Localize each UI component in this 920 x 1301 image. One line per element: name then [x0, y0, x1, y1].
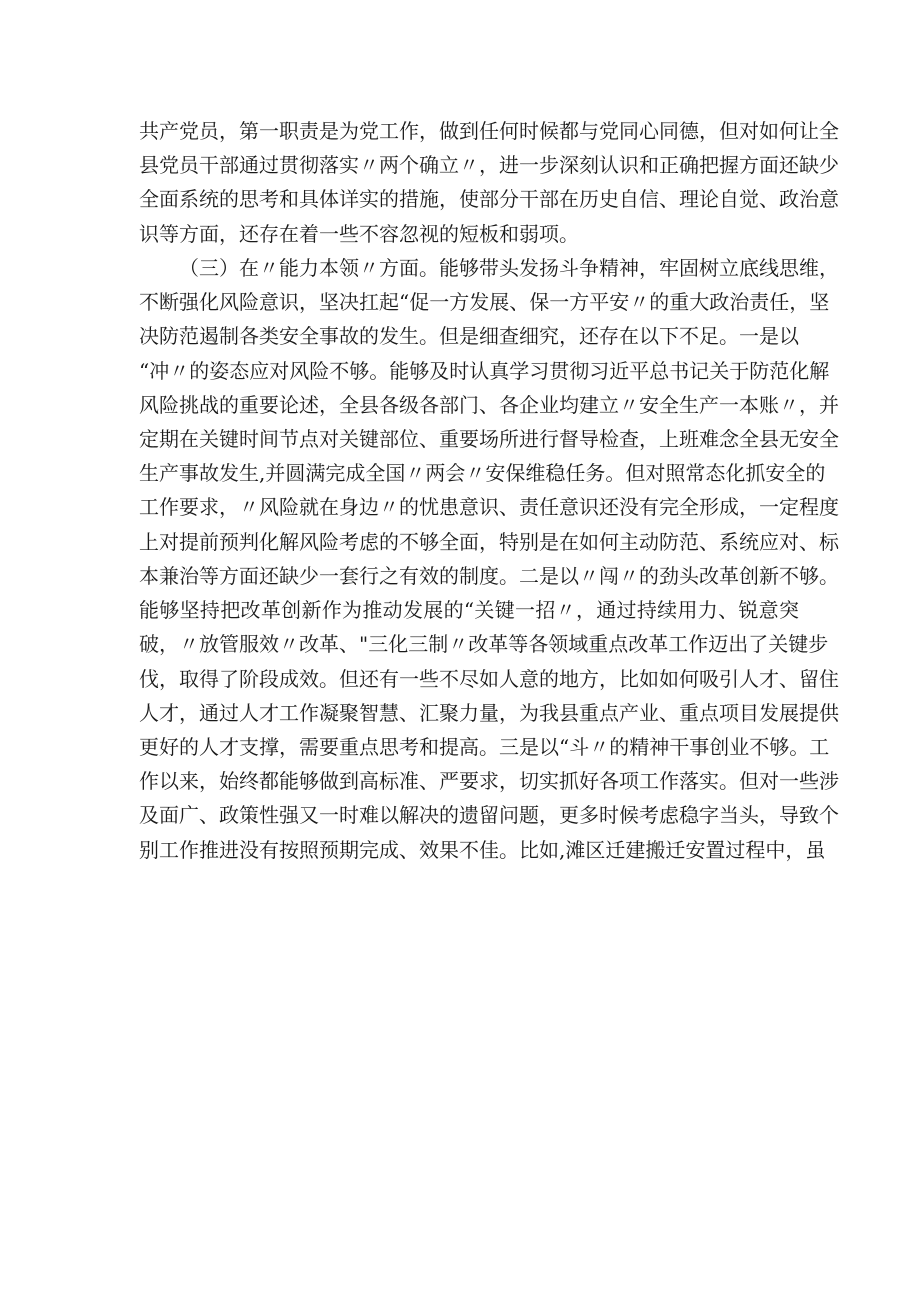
text-line: 伐，取得了阶段成效。但还有一些不尽如人意的地方，比如如何吸引人才、留住	[139, 666, 839, 691]
text-line: 及面广、政策性强又一时难以解决的遗留问题，更多时候考虑稳字当头，导致个	[139, 803, 839, 828]
text-line: 更好的人才支撑，需要重点思考和提高。三是以“斗〃的精神干事创业不够。工	[139, 734, 830, 759]
text-line: 工作要求，〃风险就在身边〃的忧患意识、责任意识还没有完全形成，一定程度	[139, 495, 839, 520]
text-line: 上对提前预判化解风险考虑的不够全面，特别是在如何主动防范、系统应对、标	[139, 529, 839, 554]
text-line: 生产事故发生,并圆满完成全国〃两会〃安保维稳任务。但对照常态化抓安全的	[139, 461, 826, 486]
text-line: 作以来，始终都能够做到高标准、严要求，切实抓好各项工作落实。但对一些涉	[139, 769, 839, 794]
text-line: 共产党员，第一职责是为党工作，做到任何时候都与党同心同德，但对如何让全	[139, 119, 839, 143]
text-line: 本兼治等方面还缺少一套行之有效的制度。二是以〃闯〃的劲头改革创新不够。	[139, 563, 839, 588]
text-line: 别工作推进没有按照预期完成、效果不佳。比如,滩区迁建搬迁安置过程中，虽	[139, 837, 826, 862]
text-line: 破，〃放管服效〃改革、"三化三制〃改革等各领域重点改革工作迈出了关键步	[139, 632, 829, 657]
text-line: 风险挑战的重要论述，全县各级各部门、各企业均建立〃安全生产一本账〃，并	[139, 392, 839, 417]
text-line: “冲〃的姿态应对风险不够。能够及时认真学习贯彻习近平总书记关于防范化解	[139, 358, 830, 383]
document-body	[139, 114, 839, 867]
text-line: 定期在关键时间节点对关键部位、重要场所进行督导检查，上班难念全县无安全	[139, 426, 839, 451]
text-line: 县党员干部通过贯彻落实〃两个确立〃，进一步深刻认识和正确把握方面还缺少	[139, 153, 839, 178]
text-line: 能够坚持把改革创新作为推动发展的“关键一招〃，通过持续用力、锐意突	[139, 598, 799, 623]
paragraph-heading-line: （三）在〃能力本领〃方面。能够带头发扬斗争精神，牢固树立底线思维，	[179, 255, 839, 280]
text-line: 决防范遏制各类安全事故的发生。但是细查细究，还存在以下不足。一是以	[139, 324, 799, 349]
text-line: 识等方面，还存在着一些不容忽视的短板和弱项。	[139, 221, 579, 246]
text-line: 全面系统的思考和具体详实的措施，使部分干部在历史自信、理论自觉、政治意	[139, 187, 839, 212]
text-line: 不断强化风险意识，坚决扛起“促一方发展、保一方平安〃的重大政治责任，坚	[139, 290, 830, 315]
text-line: 人才，通过人才工作凝聚智慧、汇聚力量，为我县重点产业、重点项目发展提供	[139, 700, 839, 725]
